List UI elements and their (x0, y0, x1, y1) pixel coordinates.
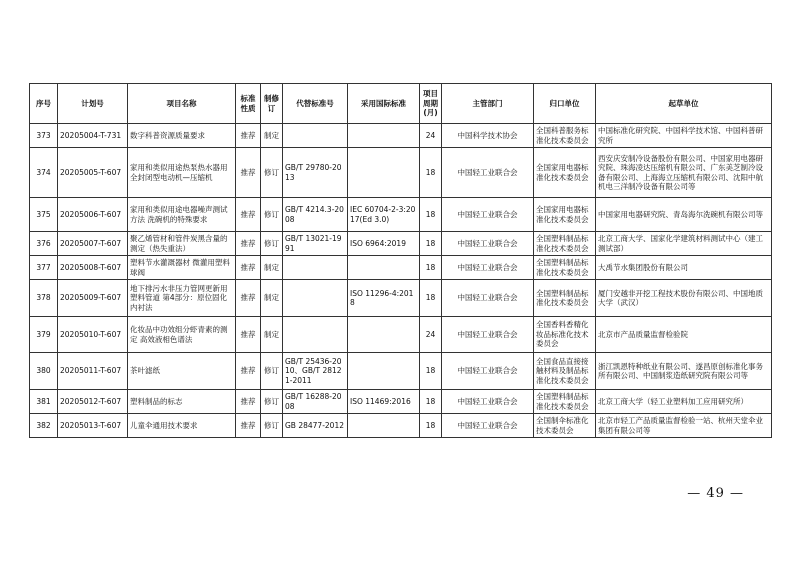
cell-project-period: 18 (420, 148, 442, 198)
cell-index: 375 (30, 198, 58, 232)
cell-drafting-unit: 北京工商大学、国家化学建筑材料测试中心（建工测试部） (596, 232, 772, 256)
cell-replaced-standard (283, 317, 348, 353)
cell-competent-department: 中国轻工业联合会 (442, 256, 534, 280)
cell-revision-type: 修订 (261, 414, 283, 438)
cell-replaced-standard (283, 256, 348, 280)
col-header-replaced-standard: 代替标准号 (283, 84, 348, 124)
col-header-drafting-unit: 起草单位 (596, 84, 772, 124)
cell-standard-nature: 推荐 (236, 148, 261, 198)
col-header-revision-type: 制修订 (261, 84, 283, 124)
standards-plan-table (29, 83, 772, 438)
cell-replaced-standard: GB/T 25436-2010、GB/T 28121-2011 (283, 353, 348, 390)
cell-plan-number: 20205010-T-607 (58, 317, 128, 353)
cell-drafting-unit: 中国标准化研究院、中国科学技术馆、中国科普研究所 (596, 124, 772, 148)
cell-project-period: 24 (420, 317, 442, 353)
cell-drafting-unit: 北京工商大学（轻工业塑料加工应用研究所） (596, 390, 772, 414)
cell-drafting-unit: 西安庆安制冷设备股份有限公司、中国家用电器研究院、珠海凌达压缩机有限公司、广东美芝制冷设备有限公司、上海海立压缩机有限公司、沈阳中航机电三洋制冷设备有限公司等 (596, 148, 772, 198)
cell-index: 376 (30, 232, 58, 256)
cell-revision-type: 制定 (261, 256, 283, 280)
col-header-international-standard: 采用国际标准 (348, 84, 420, 124)
col-header-index: 序号 (30, 84, 58, 124)
cell-revision-type: 修订 (261, 390, 283, 414)
cell-competent-department: 中国轻工业联合会 (442, 317, 534, 353)
cell-standard-nature: 推荐 (236, 317, 261, 353)
cell-project-period: 18 (420, 256, 442, 280)
cell-plan-number: 20205006-T-607 (58, 198, 128, 232)
cell-replaced-standard (283, 124, 348, 148)
cell-standard-nature: 推荐 (236, 280, 261, 317)
page-number: — 49 — (687, 486, 744, 501)
cell-plan-number: 20205009-T-607 (58, 280, 128, 317)
cell-index: 382 (30, 414, 58, 438)
cell-project-period: 18 (420, 414, 442, 438)
cell-responsible-unit: 全国家用电器标准化技术委员会 (534, 198, 596, 232)
cell-index: 380 (30, 353, 58, 390)
cell-revision-type: 修订 (261, 198, 283, 232)
table-row (30, 256, 772, 280)
cell-international-standard (348, 414, 420, 438)
cell-international-standard (348, 256, 420, 280)
cell-project-name: 数字科普资源质量要求 (128, 124, 236, 148)
cell-plan-number: 20205005-T-607 (58, 148, 128, 198)
cell-project-name: 塑料节水灌溉器材 微灌用塑料球阀 (128, 256, 236, 280)
cell-project-name: 聚乙烯管材和管件炭黑含量的测定（热失重法） (128, 232, 236, 256)
cell-competent-department: 中国轻工业联合会 (442, 232, 534, 256)
cell-competent-department: 中国轻工业联合会 (442, 390, 534, 414)
table-row (30, 280, 772, 317)
cell-project-name: 地下排污水非压力管网更新用塑料管道 第4部分：原位固化内衬法 (128, 280, 236, 317)
cell-international-standard: ISO 11469:2016 (348, 390, 420, 414)
col-header-responsible-unit: 归口单位 (534, 84, 596, 124)
cell-competent-department: 中国轻工业联合会 (442, 198, 534, 232)
cell-project-name: 家用和类似用途电器噪声测试方法 洗碗机的特殊要求 (128, 198, 236, 232)
cell-standard-nature: 推荐 (236, 390, 261, 414)
cell-project-period: 24 (420, 124, 442, 148)
cell-responsible-unit: 全国家用电器标准化技术委员会 (534, 148, 596, 198)
cell-international-standard: IEC 60704-2-3:2017(Ed 3.0) (348, 198, 420, 232)
cell-replaced-standard: GB 28477-2012 (283, 414, 348, 438)
cell-revision-type: 修订 (261, 148, 283, 198)
cell-responsible-unit: 全国食品直接接触材料及制品标准化技术委员会 (534, 353, 596, 390)
table-row (30, 353, 772, 390)
cell-competent-department: 中国轻工业联合会 (442, 414, 534, 438)
table-row (30, 317, 772, 353)
table-row (30, 390, 772, 414)
cell-replaced-standard: GB/T 29780-2013 (283, 148, 348, 198)
cell-project-name: 茶叶滤纸 (128, 353, 236, 390)
col-header-competent-department: 主管部门 (442, 84, 534, 124)
col-header-plan-number: 计划号 (58, 84, 128, 124)
table-row (30, 198, 772, 232)
cell-competent-department: 中国轻工业联合会 (442, 280, 534, 317)
cell-drafting-unit: 北京市产品质量监督检验院 (596, 317, 772, 353)
cell-international-standard (348, 124, 420, 148)
cell-standard-nature: 推荐 (236, 124, 261, 148)
table-row (30, 148, 772, 198)
cell-standard-nature: 推荐 (236, 232, 261, 256)
cell-drafting-unit: 厦门安越非开挖工程技术股份有限公司、中国地质大学（武汉） (596, 280, 772, 317)
col-header-standard-nature: 标准性质 (236, 84, 261, 124)
table-row (30, 232, 772, 256)
cell-plan-number: 20205008-T-607 (58, 256, 128, 280)
cell-responsible-unit: 全国塑料制品标准化技术委员会 (534, 232, 596, 256)
cell-index: 381 (30, 390, 58, 414)
cell-standard-nature: 推荐 (236, 256, 261, 280)
cell-project-name: 儿童伞通用技术要求 (128, 414, 236, 438)
cell-international-standard (348, 148, 420, 198)
cell-plan-number: 20205011-T-607 (58, 353, 128, 390)
cell-international-standard (348, 317, 420, 353)
cell-responsible-unit: 全国塑料制品标准化技术委员会 (534, 280, 596, 317)
cell-plan-number: 20205013-T-607 (58, 414, 128, 438)
cell-standard-nature: 推荐 (236, 353, 261, 390)
cell-revision-type: 修订 (261, 232, 283, 256)
cell-replaced-standard: GB/T 16288-2008 (283, 390, 348, 414)
cell-index: 377 (30, 256, 58, 280)
cell-international-standard (348, 353, 420, 390)
cell-index: 379 (30, 317, 58, 353)
cell-responsible-unit: 全国塑料制品标准化技术委员会 (534, 256, 596, 280)
cell-drafting-unit: 浙江凯恩特种纸业有限公司、遂昌原创标准化事务所有限公司、中国制浆造纸研究院有限公司等 (596, 353, 772, 390)
cell-project-period: 18 (420, 390, 442, 414)
cell-revision-type: 制定 (261, 124, 283, 148)
cell-competent-department: 中国轻工业联合会 (442, 148, 534, 198)
cell-project-name: 塑料制品的标志 (128, 390, 236, 414)
cell-competent-department: 中国轻工业联合会 (442, 353, 534, 390)
cell-international-standard: ISO 6964:2019 (348, 232, 420, 256)
table-header-row (30, 84, 772, 124)
cell-drafting-unit: 大禹节水集团股份有限公司 (596, 256, 772, 280)
cell-index: 373 (30, 124, 58, 148)
cell-drafting-unit: 中国家用电器研究院、青岛海尔洗碗机有限公司等 (596, 198, 772, 232)
cell-index: 378 (30, 280, 58, 317)
col-header-project-name: 项目名称 (128, 84, 236, 124)
cell-project-name: 家用和类似用途热泵热水器用全封闭型电动机—压缩机 (128, 148, 236, 198)
table-row (30, 414, 772, 438)
cell-international-standard: ISO 11296-4:2018 (348, 280, 420, 317)
col-header-project-period: 项目周期(月) (420, 84, 442, 124)
cell-responsible-unit: 全国科普服务标准化技术委员会 (534, 124, 596, 148)
cell-project-period: 18 (420, 353, 442, 390)
table-body (30, 124, 772, 438)
cell-drafting-unit: 北京市轻工产品质量监督检验一站、杭州天堂伞业集团有限公司等 (596, 414, 772, 438)
cell-project-period: 18 (420, 280, 442, 317)
cell-project-name: 化妆品中功效组分虾青素的测定 高效液相色谱法 (128, 317, 236, 353)
cell-plan-number: 20205007-T-607 (58, 232, 128, 256)
cell-project-period: 18 (420, 198, 442, 232)
cell-index: 374 (30, 148, 58, 198)
cell-responsible-unit: 全国香料香精化妆品标准化技术委员会 (534, 317, 596, 353)
cell-revision-type: 制定 (261, 280, 283, 317)
cell-plan-number: 20205012-T-607 (58, 390, 128, 414)
cell-competent-department: 中国科学技术协会 (442, 124, 534, 148)
cell-standard-nature: 推荐 (236, 198, 261, 232)
cell-responsible-unit: 全国制伞标准化技术委员会 (534, 414, 596, 438)
table-row (30, 124, 772, 148)
cell-responsible-unit: 全国塑料制品标准化技术委员会 (534, 390, 596, 414)
cell-replaced-standard: GB/T 4214.3-2008 (283, 198, 348, 232)
cell-plan-number: 20205004-T-731 (58, 124, 128, 148)
cell-replaced-standard (283, 280, 348, 317)
cell-revision-type: 制定 (261, 317, 283, 353)
cell-project-period: 18 (420, 232, 442, 256)
cell-revision-type: 修订 (261, 353, 283, 390)
cell-standard-nature: 推荐 (236, 414, 261, 438)
cell-replaced-standard: GB/T 13021-1991 (283, 232, 348, 256)
